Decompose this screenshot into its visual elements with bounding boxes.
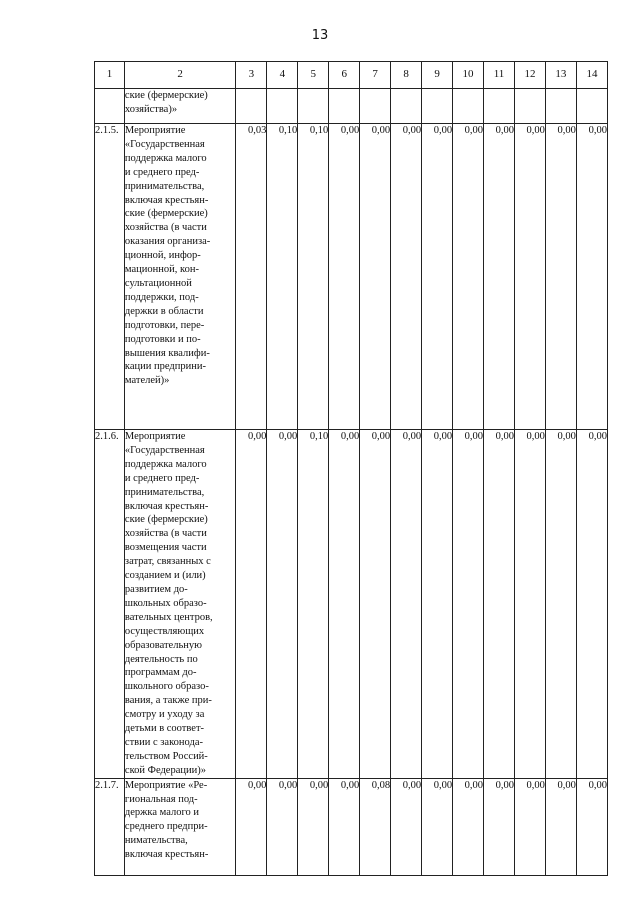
value-cell: 0,00 [422, 430, 453, 779]
measure-name-line: хозяйства (в части [124, 528, 207, 540]
measure-name-line: ской Федерации)» [124, 764, 206, 776]
value-cell: 0,00 [484, 430, 515, 779]
value-cell [576, 89, 607, 124]
column-header: 1 [95, 62, 125, 89]
value-cell: 0,00 [391, 430, 422, 779]
value-cell [545, 89, 576, 124]
measure-name-cell [124, 430, 235, 779]
table-row [95, 430, 608, 779]
value-cell: 0,00 [391, 778, 422, 875]
value-cell [453, 89, 484, 124]
measure-name-line: держки в области [124, 305, 204, 317]
value-cell [391, 89, 422, 124]
column-header: 8 [391, 62, 422, 89]
measure-name-line: нимательства, [124, 835, 188, 847]
column-header: 11 [484, 62, 515, 89]
value-cell: 0,00 [514, 778, 545, 875]
value-cell: 0,00 [422, 124, 453, 430]
value-cell: 0,00 [236, 778, 267, 875]
measure-name-line: хозяйства)» [124, 103, 178, 115]
measure-name-line: «Государственная [124, 138, 205, 150]
measure-name-line: затрат, связанных с [124, 556, 211, 568]
measure-name-line: вательных центров, [124, 611, 213, 623]
measure-name-line: ствии с законода- [124, 736, 203, 748]
value-cell: 0,00 [329, 124, 360, 430]
column-header: 10 [453, 62, 484, 89]
measure-name-line: ские (фермерские) [124, 208, 208, 220]
measure-name-line: образовательную [124, 639, 202, 651]
measure-name-line: ские (фермерские) [124, 514, 208, 526]
value-cell [514, 89, 545, 124]
value-cell: 0,00 [576, 430, 607, 779]
value-cell: 0,00 [545, 124, 576, 430]
measure-name-line: подготовки и по- [124, 333, 201, 345]
value-cell: 0,10 [298, 430, 329, 779]
column-header: 5 [298, 62, 329, 89]
measure-name-line: ционной, инфор- [124, 250, 201, 262]
value-cell: 0,08 [360, 778, 391, 875]
measure-name-cell [124, 124, 235, 430]
measure-name-line: ские (фермерские) [124, 90, 208, 101]
measure-name-line: поддержки, под- [124, 291, 199, 303]
row-number-cell: 2.1.6. [95, 430, 125, 779]
value-cell: 0,10 [267, 124, 298, 430]
measure-name-line: хозяйства (в части [124, 222, 207, 234]
value-cell: 0,00 [576, 778, 607, 875]
value-cell: 0,00 [267, 430, 298, 779]
page-number: 13 [311, 28, 329, 43]
value-cell: 0,00 [329, 430, 360, 779]
value-cell [360, 89, 391, 124]
measure-name-line: программам до- [124, 667, 197, 679]
measure-name-line: гиональная под- [124, 793, 198, 805]
measure-name-line: принимательства, [124, 180, 205, 192]
row-number-cell: 2.1.7. [95, 778, 125, 875]
measure-name-line: созданием и (или) [124, 570, 206, 582]
table-row [95, 124, 608, 430]
measure-name-line: включая крестьян- [124, 500, 209, 512]
value-cell: 0,00 [329, 778, 360, 875]
value-cell: 0,00 [391, 124, 422, 430]
row-number-cell [95, 89, 125, 124]
measure-name-cell [124, 778, 235, 875]
measure-name-line: смотру и уходу за [124, 709, 205, 721]
value-cell: 0,00 [360, 124, 391, 430]
column-header: 7 [360, 62, 391, 89]
table-header-row [95, 62, 608, 89]
value-cell: 0,00 [484, 778, 515, 875]
value-cell [484, 89, 515, 124]
measure-name-line: школьных образо- [124, 597, 207, 609]
measure-name-line: возмещения части [124, 542, 207, 554]
column-header: 3 [236, 62, 267, 89]
measure-name-line: включая крестьян- [124, 194, 209, 206]
column-header: 13 [545, 62, 576, 89]
measure-name-line: развитием до- [124, 583, 188, 595]
value-cell: 0,00 [267, 778, 298, 875]
value-cell: 0,00 [484, 124, 515, 430]
measure-name-line: Мероприятие [124, 125, 186, 136]
column-header: 12 [514, 62, 545, 89]
value-cell: 0,00 [360, 430, 391, 779]
column-header: 6 [329, 62, 360, 89]
measure-name-line: подготовки, пере- [124, 319, 205, 331]
value-cell: 0,00 [514, 124, 545, 430]
value-cell: 0,00 [514, 430, 545, 779]
value-cell: 0,00 [576, 124, 607, 430]
table-row [95, 89, 608, 124]
measure-name-line: тельством Россий- [124, 750, 208, 762]
value-cell: 0,00 [298, 778, 329, 875]
value-cell: 0,00 [453, 778, 484, 875]
measure-name-line: и среднего пред- [124, 166, 200, 178]
table-row [95, 778, 608, 875]
measure-name-line: Мероприятие [124, 431, 186, 442]
value-cell: 0,00 [545, 778, 576, 875]
value-cell: 0,00 [453, 430, 484, 779]
measure-name-line: принимательства, [124, 486, 205, 498]
measure-name-line: поддержка малого [124, 152, 207, 164]
measure-name-line: деятельность по [124, 653, 198, 665]
measure-name-line: детьми в соответ- [124, 723, 205, 735]
measure-name-line: сультационной [124, 277, 192, 289]
value-cell: 0,00 [453, 124, 484, 430]
measure-name-line: кации предприни- [124, 361, 206, 373]
data-table [94, 61, 608, 876]
value-cell [298, 89, 329, 124]
measure-name-line: поддержка малого [124, 458, 207, 470]
measure-name-line: вышения квалифи- [124, 347, 210, 359]
measure-name-line: мационной, кон- [124, 264, 199, 276]
measure-name-line: Мероприятие «Ре- [124, 779, 208, 791]
measure-name-line: мателей)» [124, 375, 170, 387]
value-cell: 0,00 [236, 430, 267, 779]
column-header: 2 [124, 62, 235, 89]
measure-name-line: и среднего пред- [124, 472, 200, 484]
value-cell: 0,00 [545, 430, 576, 779]
column-header: 14 [576, 62, 607, 89]
measure-name-line: держка малого и [124, 807, 200, 819]
measure-name-cell [124, 89, 235, 124]
measure-name-line: включая крестьян- [124, 849, 209, 861]
measure-name-line: вания, а также при- [124, 695, 212, 707]
value-cell: 0,10 [298, 124, 329, 430]
value-cell: 0,03 [236, 124, 267, 430]
value-cell [267, 89, 298, 124]
measure-name-line: среднего предпри- [124, 821, 208, 833]
value-cell: 0,00 [422, 778, 453, 875]
column-header: 9 [422, 62, 453, 89]
row-number-cell: 2.1.5. [95, 124, 125, 430]
measure-name-line: осуществляющих [124, 625, 205, 637]
column-header: 4 [267, 62, 298, 89]
measure-name-line: школьного образо- [124, 681, 209, 693]
value-cell [422, 89, 453, 124]
value-cell [329, 89, 360, 124]
measure-name-line: оказания организа- [124, 236, 211, 248]
value-cell [236, 89, 267, 124]
measure-name-line: «Государственная [124, 444, 205, 456]
